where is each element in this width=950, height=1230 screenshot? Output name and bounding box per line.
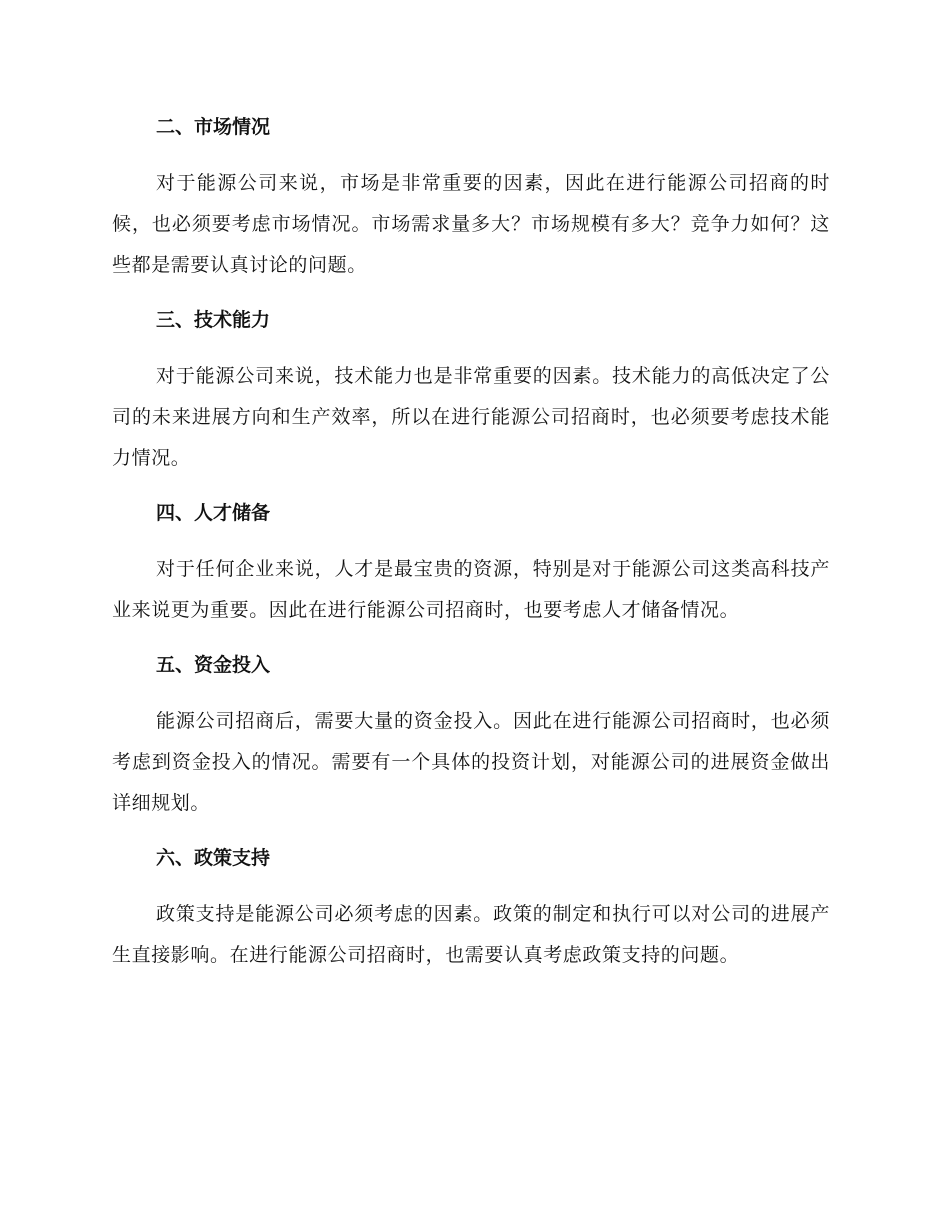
section-body-talent: 对于任何企业来说，人才是最宝贵的资源，特别是对于能源公司这类高科技产业来说更为重要。因此在进行能源公司招商时，也要考虑人才储备情况。 — [112, 558, 830, 621]
section-body-market: 对于能源公司来说，市场是非常重要的因素，因此在进行能源公司招商的时候，也必须要考虑市场情况。市场需求量多大？市场规模有多大？竞争力如何？这些都是需要认真讨论的问题。 — [112, 172, 830, 276]
section-heading-policy: 六、政策支持 — [156, 847, 271, 869]
section-heading-funding: 五、资金投入 — [156, 654, 271, 676]
section-body-policy: 政策支持是能源公司必须考虑的因素。政策的制定和执行可以对公司的进展产生直接影响。在进行能源公司招商时，也需要认真考虑政策支持的问题。 — [112, 903, 830, 966]
section-heading-talent: 四、人才储备 — [156, 502, 271, 524]
section-body-funding: 能源公司招商后，需要大量的资金投入。因此在进行能源公司招商时，也必须考虑到资金投入的情况。需要有一个具体的投资计划，对能源公司的进展资金做出详细规划。 — [112, 710, 830, 814]
section-heading-technology: 三、技术能力 — [156, 309, 271, 331]
document-body — [112, 108, 830, 991]
section-heading-market: 二、市场情况 — [156, 116, 271, 138]
section-body-technology: 对于能源公司来说，技术能力也是非常重要的因素。技术能力的高低决定了公司的未来进展方向和生产效率，所以在进行能源公司招商时，也必须要考虑技术能力情况。 — [112, 365, 830, 469]
